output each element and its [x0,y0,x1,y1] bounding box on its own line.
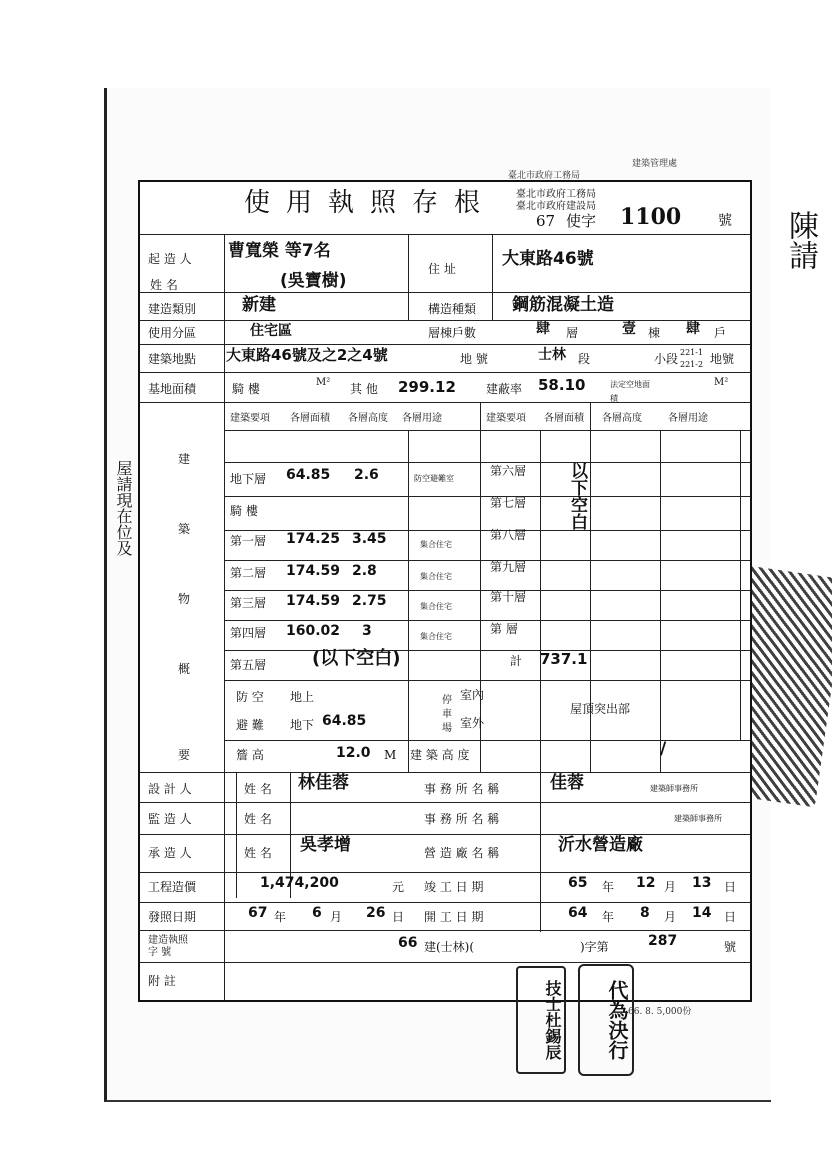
building-side-4: 概 [178,662,191,676]
license-suffix: 號 [718,213,732,229]
supervisor-office-label: 事 務 所 名 稱 [424,812,500,826]
permit-close: )字第 [580,940,609,954]
legal-space-m2: M² [714,377,729,388]
legal-space-label: 法定空地面積 [610,380,650,403]
license-stub-form [138,180,752,1002]
permit-year: 66 [398,935,418,951]
supervisor-architect-suffix: 建築師事務所 [674,814,722,823]
lot-small-value-2: 221-2 [680,360,704,369]
outdoor-label: 室外 [460,716,485,730]
contractor-name-label: 姓 名 [244,846,272,860]
zone-value: 住宅區 [250,323,292,339]
col-area-header: 各層面積 [290,413,330,424]
floor-3-height: 2.75 [352,593,387,609]
col-use-header: 各層用途 [402,413,442,424]
col-height-header-right: 各層高度 [602,413,642,424]
issue-label: 發照日期 [148,910,197,924]
other-value: 299.12 [398,378,456,396]
issue-day-unit: 日 [392,910,405,924]
coverage-value: 58.10 [538,376,586,394]
floor-b1-label: 地下層 [230,472,267,486]
margin-note-right: 陳請 [783,210,818,270]
roof-label: 屋頂突出部 [570,702,631,716]
eave-value: 12.0 [336,745,371,761]
cost-unit: 元 [392,880,405,894]
complete-year-unit: 年 [602,880,615,894]
build-type-label: 建造類別 [148,302,197,316]
lot-suffix: 地號 [710,352,735,366]
building-height-value: / [660,739,667,759]
designer-label: 設 計 人 [148,782,192,796]
factory-label: 營 造 廠 名 稱 [424,846,500,860]
floor-1-area: 174.25 [286,531,341,547]
license-mid: 使字 [566,212,597,230]
lot-unit: 段 [578,352,591,366]
lot-value: 士林 [538,347,566,363]
structure-value: 鋼筋混凝土造 [512,295,614,315]
shelter-label-1: 防 空 [236,690,264,704]
designer-name: 林佳蓉 [298,773,349,793]
build-type-value: 新建 [242,295,276,315]
complete-label: 竣 工 日 期 [424,880,484,894]
parking-label: 停車場 [442,695,452,734]
floor-4-area: 160.02 [286,623,341,639]
issue-day: 26 [366,905,386,921]
building-side-3: 物 [178,592,191,606]
floor-10-label: 第十層 [490,590,527,604]
note-label: 附 註 [148,974,176,988]
builder-label: 起 造 人 [148,252,192,266]
right-note: 以下空白 [567,462,587,530]
building-side-2: 築 [178,522,191,536]
zone-label: 使用分區 [148,326,197,340]
start-day: 14 [692,905,712,921]
floors-unit-1: 層 [566,326,579,340]
complete-month-unit: 月 [664,880,677,894]
site-address-label: 建築地點 [148,352,197,366]
floors-value-1: 肆 [536,321,550,337]
complete-day: 13 [692,875,712,891]
designer-office-label: 事 務 所 名 稱 [424,782,500,796]
structure-label: 構造種類 [428,302,477,316]
designer-name-label: 姓 名 [244,782,272,796]
below-label: 地下 [290,718,315,732]
issue-month-unit: 月 [330,910,343,924]
floor-3-use: 集合住宅 [420,602,452,611]
top-right-note-2: 建築管理處 [632,159,678,169]
floor-8-label: 第八層 [490,528,527,542]
floor-5-label: 第五層 [230,658,267,672]
building-side-1: 建 [178,452,191,466]
issue-month: 6 [312,905,322,921]
coverage-label: 建蔽率 [486,382,523,396]
other-label: 其 他 [350,382,378,396]
floor-1-use: 集合住宅 [420,540,452,549]
shelter-label-2: 避 難 [236,718,264,732]
designer-office: 佳蓉 [550,773,584,793]
license-number: 1100 [620,204,682,230]
start-year-unit: 年 [602,910,615,924]
cost-label: 工程造價 [148,880,197,894]
floor-2-label: 第二層 [230,566,267,580]
permit-suffix: 號 [724,940,737,954]
contractor-label: 承 造 人 [148,846,192,860]
arcade-label: 騎 樓 [232,382,260,396]
complete-day-unit: 日 [724,880,737,894]
cost-value: 1,474,200 [260,875,339,891]
floors-value-2: 壹 [622,321,636,337]
lot-small-value: 221-1 [680,348,704,357]
start-label: 開 工 日 期 [424,910,484,924]
top-right-note-1: 臺北市政府工務局 [508,171,581,181]
permit-number: 287 [648,933,678,949]
above-label: 地上 [290,690,315,704]
permit-label-1: 建造執照 [148,935,188,946]
complete-month: 12 [636,875,656,891]
builder-name-2: (吳寶樹) [280,271,347,291]
total-label: 計 [510,654,523,668]
floor-4-use: 集合住宅 [420,632,452,641]
floors-unit-3: 戶 [714,326,727,340]
arcade-m2: M² [316,377,331,388]
start-year: 64 [568,905,588,921]
floor-1-height: 3.45 [352,531,387,547]
permit-mid: 建(士林)( [424,940,475,954]
inspector-stamp: 技士杜錫辰 [516,966,566,1074]
col-use-header-right: 各層用途 [668,413,708,424]
builder-name: 曹寬榮 等7名 [228,241,331,261]
floor-b1-use: 防空避難室 [414,474,454,483]
floor-blank-label: 第 層 [490,622,518,636]
floor-3-area: 174.59 [286,593,341,609]
building-height-label: 建 築 高 度 [410,748,470,762]
issuer-line1: 臺北市政府工務局 [516,189,596,200]
floor-2-height: 2.8 [352,563,377,579]
col-item-header: 建築要項 [230,413,270,424]
col-item-header-right: 建築要項 [486,413,526,424]
issue-year-unit: 年 [274,910,287,924]
site-address-value: 大東路46號及之2之4號 [226,346,388,364]
col-area-header-right: 各層面積 [544,413,584,424]
floor-b1-height: 2.6 [354,467,379,483]
print-note: 66. 8. 5,000份 [628,1007,692,1017]
below-value: 64.85 [322,713,367,729]
floors-unit-2: 棟 [648,326,661,340]
col-height-header: 各層高度 [348,413,388,424]
building-side-5: 要 [178,748,191,762]
permit-label-2: 字 號 [148,947,172,958]
floor-b1-area: 64.85 [286,467,331,483]
total-value: 737.1 [540,650,588,668]
license-prefix: 67 [536,212,556,230]
floor-4-height: 3 [362,623,372,639]
start-day-unit: 日 [724,910,737,924]
floor-4-label: 第四層 [230,626,267,640]
lot-small-label: 小段 [654,352,679,366]
strike-note: (以下空白) [312,648,401,669]
floor-2-use: 集合住宅 [420,572,452,581]
floor-1-label: 第一層 [230,534,267,548]
decision-stamp: 代為決行 [578,964,634,1076]
lot-label: 地 號 [460,352,488,366]
eave-m: M [384,748,397,762]
floor-arcade-label: 騎 樓 [230,504,258,518]
margin-note-left: 屋請現在位及 [114,460,133,556]
eave-label: 簷 高 [236,748,264,762]
supervisor-label: 監 造 人 [148,812,192,826]
issue-year: 67 [248,905,268,921]
indoor-label: 室內 [460,688,485,702]
contractor-name: 吳孝增 [300,835,351,855]
address-label: 住 址 [428,262,456,276]
base-area-label: 基地面積 [148,382,197,396]
floor-2-area: 174.59 [286,563,341,579]
floors-value-3: 肆 [686,321,700,337]
floor-6-label: 第六層 [490,464,527,478]
floor-9-label: 第九層 [490,560,527,574]
floor-3-label: 第三層 [230,596,267,610]
factory-value: 沂水營造廠 [558,835,643,855]
start-month-unit: 月 [664,910,677,924]
floor-7-label: 第七層 [490,496,527,510]
issuer-line2: 臺北市政府建設局 [516,201,596,212]
floors-label: 層棟戶數 [428,326,477,340]
supervisor-name-label: 姓 名 [244,812,272,826]
complete-year: 65 [568,875,588,891]
form-title: 使用執照存根 [244,188,497,218]
start-month: 8 [640,905,650,921]
builder-name-label: 姓 名 [150,278,178,292]
architect-suffix: 建築師事務所 [650,784,698,793]
address-value: 大東路46號 [502,249,594,269]
